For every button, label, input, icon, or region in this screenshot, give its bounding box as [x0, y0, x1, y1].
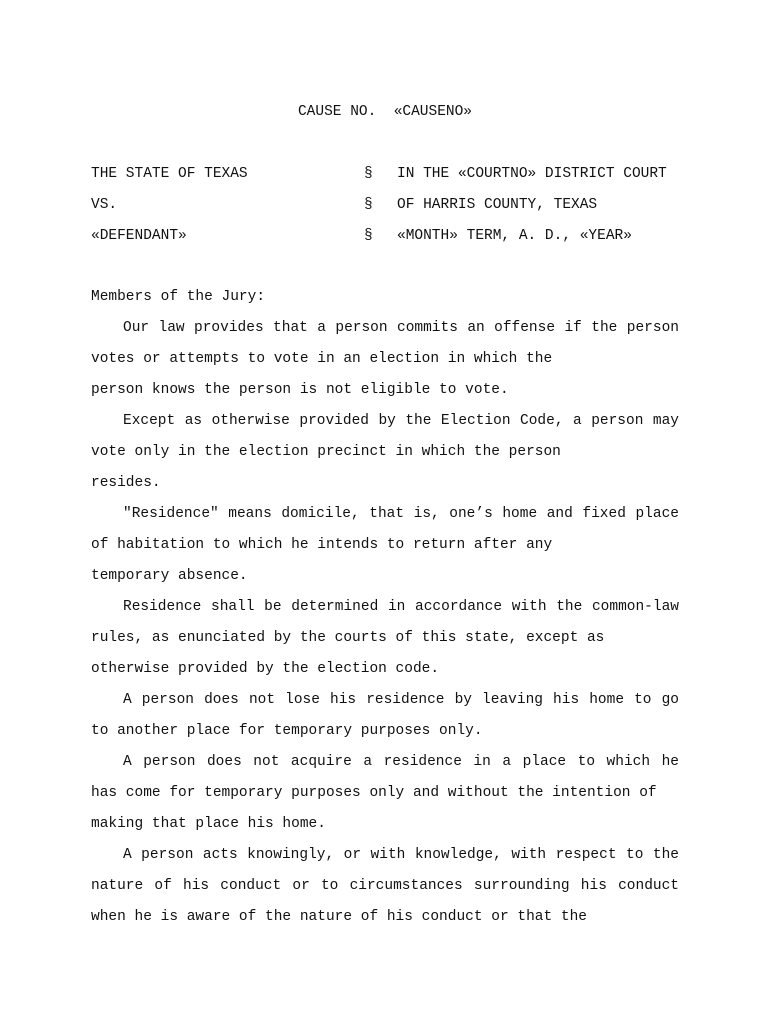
paragraph: A person does not acquire a residence in a place to which he has come for temporary purposes only and without the intention of making that place his home. — [91, 754, 679, 832]
cause-number-heading: CAUSE NO. «CAUSENO» — [297, 104, 473, 120]
caption-row — [91, 195, 679, 226]
paragraph: Except as otherwise provided by the Election Code, a person may vote only in the election precinct in which the person resides. — [91, 413, 679, 491]
caption-county: OF HARRIS COUNTY, TEXAS — [397, 197, 598, 213]
jury-charge-body — [91, 282, 679, 933]
caption-row — [91, 226, 679, 257]
section-symbol: § — [364, 166, 373, 182]
section-symbol: § — [364, 228, 373, 244]
caption-party-state: THE STATE OF TEXAS — [91, 166, 248, 182]
caption-defendant: «DEFENDANT» — [91, 228, 187, 244]
case-caption — [91, 164, 679, 257]
paragraph: "Residence" means domicile, that is, one’s home and fixed place of habitation to which he intends to return after any temporary absence. — [91, 506, 679, 584]
caption-term: «MONTH» TERM, A. D., «YEAR» — [397, 228, 632, 244]
salutation: Members of the Jury: — [91, 289, 266, 305]
caption-court: IN THE «COURTNO» DISTRICT COURT — [397, 166, 667, 182]
caption-versus: VS. — [91, 197, 118, 213]
caption-row — [91, 164, 679, 195]
paragraph: Our law provides that a person commits an offense if the person votes or attempts to vote in an election in which the person knows the person is not eligible to vote. — [91, 320, 679, 398]
paragraph: Residence shall be determined in accordance with the common-law rules, as enunciated by the courts of this state, except as otherwise provided by the election code. — [91, 599, 679, 677]
section-symbol: § — [364, 197, 373, 213]
paragraph: A person acts knowingly, or with knowledge, with respect to the nature of his conduct or to circumstances surrounding his conduct when he is aware of the nature of his conduct or that the — [91, 847, 679, 925]
paragraph: A person does not lose his residence by leaving his home to go to another place for temporary purposes only. — [91, 692, 679, 739]
